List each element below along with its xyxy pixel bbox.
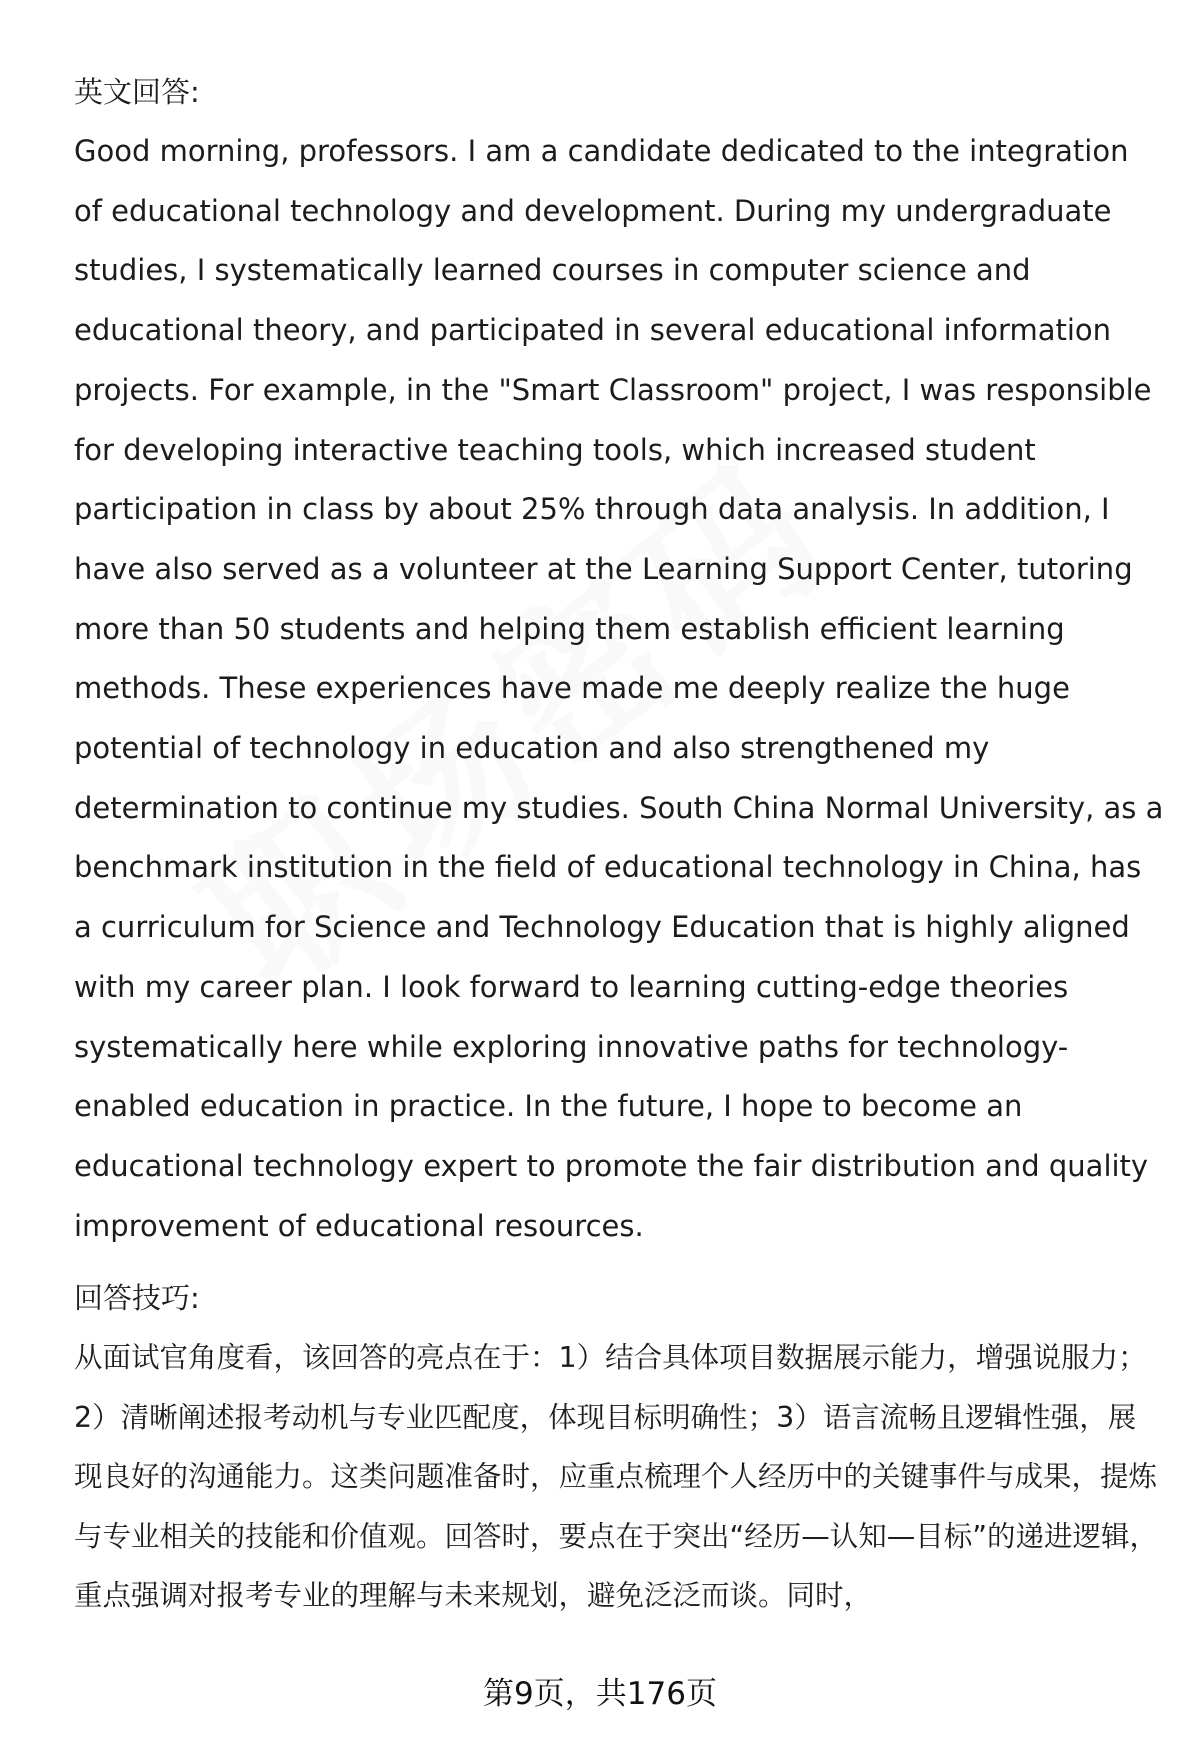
answer-tips-text: 从面试官角度看，该回答的亮点在于：1）结合具体项目数据展示能力，增强说服力；2）清晰阐述报考动机与专业匹配度，体现目标明确性；3）语言流畅且逻辑性强，展现良好的沟通能力。这类问题准备时，应重点梳理个人经历中的关键事件与成果，提炼与专业相关的技能和价值观。回答时，要点在于突出“经历—认知—目标”的递进逻辑，重点强调对报考专业的理解与未来规划，避免泛泛而谈。同时， <box>74 1341 1159 1613</box>
english-answer-text: Good morning, professors. I am a candidate dedicated to the integration of educational technology and development. During my undergraduate studies, I systematically learned courses in computer science and educational theory, and participated in several educational information projects. For example, in the "Smart Classroom" project, I was responsible for developing interactive teaching tools, which increased student participation in class by about 25% through data analysis. In addition, I have also served as a volunteer at the Learning Support Center, tutoring more than 50 students and helping them establish efficient learning methods. These experiences have made me deeply realize the huge potential of technology in education and also strengthened my determination to continue my studies. South China Normal University, as a benchmark institution in the field of educational technology in China, has a curriculum for Science and Technology Education that is highly aligned with my career plan. I look forward to learning cutting-edge theories systematically here while exploring innovative paths for technology-enabled education in practice. In the future, I hope to become an educational technology expert to promote the fair distribution and quality improvement of educational resources. <box>74 134 1164 1243</box>
page-content <box>74 62 1164 1626</box>
english-answer-label: 英文回答: <box>74 75 200 109</box>
page-number: 第9页，共176页 <box>483 1676 717 1712</box>
answer-tips-label: 回答技巧: <box>74 1281 200 1316</box>
